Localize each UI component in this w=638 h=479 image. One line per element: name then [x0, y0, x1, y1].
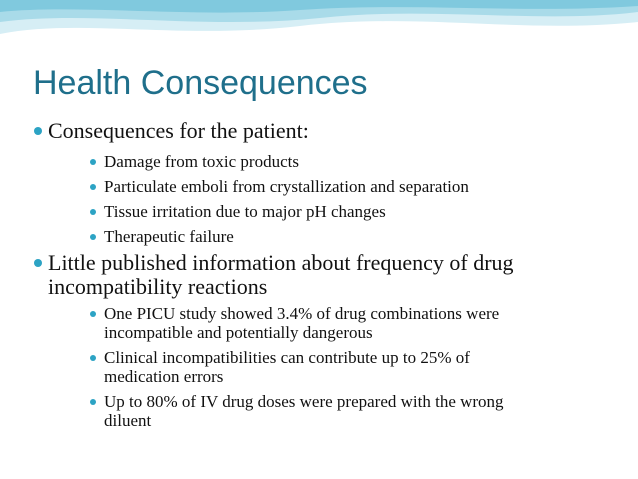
slide-title: Health Consequences	[33, 64, 368, 102]
round-bullet-icon	[90, 355, 96, 361]
sub-bullet-toxic-products: Damage from toxic products	[104, 152, 299, 171]
round-bullet-icon	[90, 399, 96, 405]
round-bullet-icon	[34, 127, 42, 135]
sub-bullet-clinical-incompat-line-2: medication errors	[104, 367, 224, 386]
sub-bullet-therapeutic-failure: Therapeutic failure	[104, 227, 234, 246]
sub-bullet-clinical-incompat-line-1: Clinical incompatibilities can contribute up to 25% of	[104, 348, 470, 367]
bullet-little-published-line-1: Little published information about frequency of drug	[48, 250, 514, 275]
round-bullet-icon	[90, 184, 96, 190]
sub-bullet-tissue-irritation: Tissue irritation due to major pH changes	[104, 202, 386, 221]
bullet-consequences-for-patient: Consequences for the patient:	[48, 118, 309, 143]
round-bullet-icon	[90, 311, 96, 317]
sub-bullet-particulate-emboli: Particulate emboli from crystallization and separation	[104, 177, 469, 196]
round-bullet-icon	[90, 209, 96, 215]
sub-bullet-picu-study-line-1: One PICU study showed 3.4% of drug combinations were	[104, 304, 500, 323]
sub-bullet-picu-study-line-2: incompatible and potentially dangerous	[104, 323, 373, 342]
sub-bullet-iv-doses-line-2: diluent	[104, 411, 152, 430]
round-bullet-icon	[90, 159, 96, 165]
header-wave-decoration	[0, 0, 638, 70]
sub-bullet-iv-doses-line-1: Up to 80% of IV drug doses were prepared with the wrong	[104, 392, 504, 411]
round-bullet-icon	[90, 234, 96, 240]
bullet-little-published-line-2: incompatibility reactions	[48, 274, 268, 299]
round-bullet-icon	[34, 259, 42, 267]
